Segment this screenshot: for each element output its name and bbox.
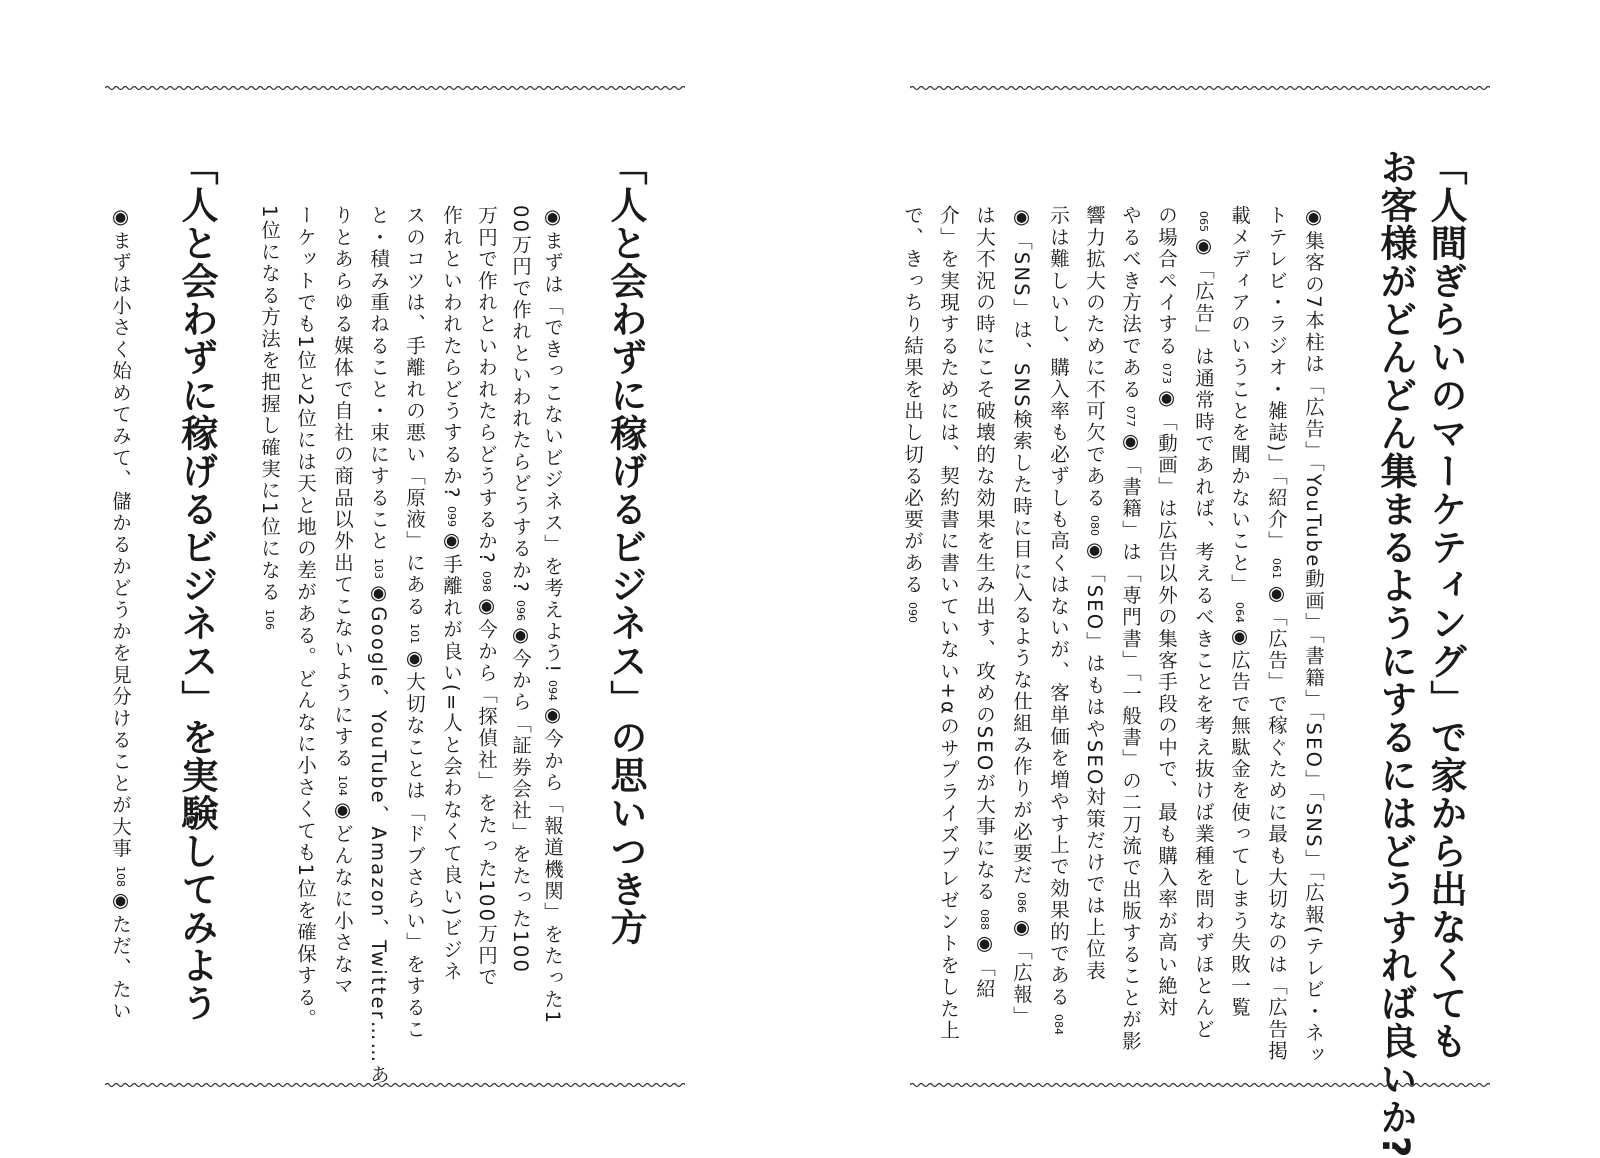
toc-entry-text: 載メディアのいうことを聞かないこと」 — [1228, 205, 1251, 596]
toc-column — [506, 205, 534, 974]
toc-column — [1299, 205, 1327, 1066]
toc-entry-text: ◉Google、YouTube、Amazon、Twitter……あ — [367, 581, 390, 1087]
toc-entry-text: ◉「書籍」は「専門書」「一般書」の二刀流で出版することが影 — [1119, 429, 1142, 1053]
wave-line — [910, 87, 1490, 90]
toc-entry-text: ◉今から「証券会社」をたった100 — [509, 622, 532, 975]
toc-entry-text: と・積み重ねること・束にすること — [367, 205, 390, 553]
toc-entry-text: 作れといわれたらどうするか? — [440, 205, 463, 500]
top-wave-divider — [105, 82, 685, 94]
toc-entry-text: 響力拡大のために不可欠である — [1083, 205, 1106, 509]
page-number: 080 — [1088, 514, 1101, 536]
toc-entry-text: ◉今から「報道機関」をたった1 — [541, 703, 564, 1026]
page-number: 094 — [546, 680, 559, 702]
page-number: 104 — [336, 775, 349, 797]
toc-entry-text: ◉どんなに小さなマ — [331, 798, 354, 998]
page-number: 103 — [372, 558, 385, 580]
toc-column — [1225, 205, 1253, 1019]
page-number: 077 — [1124, 406, 1137, 428]
bottom-wave-divider — [105, 1079, 685, 1091]
toc-entry-text: ◉「紹 — [973, 931, 996, 1001]
toc-entry-text: で、きっちり結果を出し切る必要がある — [901, 205, 924, 596]
toc-entry-text: は大不況の時にこそ破壊的な効果を生み出す、攻めのSEOが大事になる — [973, 205, 996, 903]
toc-column — [472, 205, 500, 988]
toc-entry-text: ◉まずは「できっこないビジネス」を考えよう! — [541, 205, 564, 675]
toc-entry-text: やるべき方法である — [1119, 205, 1142, 401]
toc-entry-text: ◉「広告」で稼ぐために最も大切なのは「広告掲 — [1265, 581, 1288, 1063]
page-number: 084 — [1052, 1013, 1065, 1035]
toc-entry-text: 万円で作れといわれたらどうするか? — [475, 205, 498, 565]
toc-column — [400, 205, 428, 1040]
toc-column — [328, 205, 356, 997]
toc-column — [106, 205, 134, 1022]
page-number: 088 — [978, 908, 991, 930]
toc-column — [437, 205, 465, 983]
section-title: 「人と会わずに稼げるビジネス」の思いつき方 — [604, 148, 647, 946]
toc-column — [255, 205, 283, 632]
toc-entry-text: トテレビ・ラジオ・雑誌)」「紹介」 — [1265, 205, 1288, 553]
toc-entry-text: ◉広告で無駄金を使ってしまう失敗一覧 — [1228, 624, 1251, 1019]
toc-entry-text: ◉「広報」 — [1010, 915, 1033, 1028]
toc-column — [934, 205, 962, 1042]
toc-column — [364, 205, 392, 1086]
toc-column — [898, 205, 926, 625]
toc-column — [1044, 205, 1072, 1037]
toc-entry-text: ◉「SNS」は、SNS検索した時に目に入るような仕組み作りが必要だ — [1010, 205, 1033, 887]
toc-entry-text: の場合ペイする — [1155, 205, 1178, 357]
toc-entry-text: スのコツは、手離れの悪い「原液」にある — [403, 205, 426, 618]
toc-entry-text: ◉ただ、たい — [109, 888, 132, 1023]
toc-column — [1007, 205, 1035, 1027]
toc-column — [1116, 205, 1144, 1052]
toc-entry-text: ◉今から「探偵社」をたった100万円で — [475, 593, 498, 989]
toc-column — [1152, 205, 1180, 1019]
wave-line — [910, 1084, 1490, 1087]
page-number: 101 — [408, 623, 421, 645]
toc-entry-text: ◉まずは小さく始めてみて、儲かるかどうかを見分けることが大事 — [109, 205, 132, 860]
bottom-wave-divider — [910, 1079, 1490, 1091]
toc-entry-text: ◉大切なことは「ドブさらい」をするこ — [403, 646, 426, 1041]
right-page — [800, 0, 1600, 1157]
toc-entry-text: 00万円で作れといわれたらどうするか? — [509, 205, 532, 594]
top-wave-divider — [910, 82, 1490, 94]
page-number: 108 — [114, 865, 127, 887]
section-title-line-2: お客様がどんどん集まるようにするにはどうすれば良いか? — [1374, 148, 1417, 1158]
page-number: 073 — [1160, 362, 1173, 384]
toc-column — [970, 205, 998, 1000]
toc-entry-text: ◉手離れが良い(=人と会わなくて良い)ビジネ — [440, 528, 463, 983]
left-page — [0, 0, 800, 1157]
toc-entry-text: 1位になる方法を把握し確実に1位になる — [258, 205, 281, 604]
toc-entry-text: ◉「動画」は広告以外の集客手段の中で、最も購入率が高い絶対 — [1155, 385, 1178, 1019]
wave-line — [105, 87, 685, 90]
page-number: 106 — [263, 609, 276, 631]
toc-column — [1262, 205, 1290, 1062]
toc-column — [1080, 205, 1108, 982]
toc-column — [1189, 205, 1217, 1040]
toc-column — [538, 205, 566, 1025]
toc-entry-text: ◉集客の7本柱は「広告」「YouTube動画」「書籍」「SEO」「SNS」「広報(テレビ・ネッ — [1302, 205, 1325, 1066]
page-number: 098 — [480, 570, 493, 592]
toc-entry-text: ーケットでも1位と2位には天と地の差がある。どんなに小さくても1位を確保する。 — [294, 205, 317, 1031]
section-title: 「人と会わずに稼げるビジネス」を実験してみよう — [175, 148, 218, 1022]
page-number: 061 — [1270, 558, 1283, 580]
toc-entry-text: 介」を実現するためには、契約書に書いていない+αのサプライズプレゼントをした上 — [937, 205, 960, 1042]
toc-entry-text: りとあらゆる媒体で自社の商品以外出てこないようにする — [331, 205, 354, 770]
page-number: 064 — [1233, 601, 1246, 623]
page-number: 065 — [1197, 211, 1210, 232]
toc-column — [291, 205, 319, 1030]
toc-entry-text: ◉「広告」は通常時であれば、考えるべきことを考え抜けば業種を問わずほとんど — [1192, 234, 1215, 1041]
page-number: 096 — [514, 599, 527, 621]
toc-entry-text: 示は難しいし、購入率も必ずしも高くはないが、客単価を増やす上で効果的である — [1047, 205, 1070, 1008]
toc-entry-text: ◉「SEO」はもはやSEO対策だけでは上位表 — [1083, 537, 1106, 982]
page-number: 099 — [445, 505, 458, 527]
wave-line — [105, 1084, 685, 1087]
page-number: 090 — [906, 601, 919, 623]
page-number: 086 — [1015, 892, 1028, 914]
section-title-line-1: 「人間ぎらいのマーケティング」で家から出なくても — [1424, 148, 1467, 1060]
